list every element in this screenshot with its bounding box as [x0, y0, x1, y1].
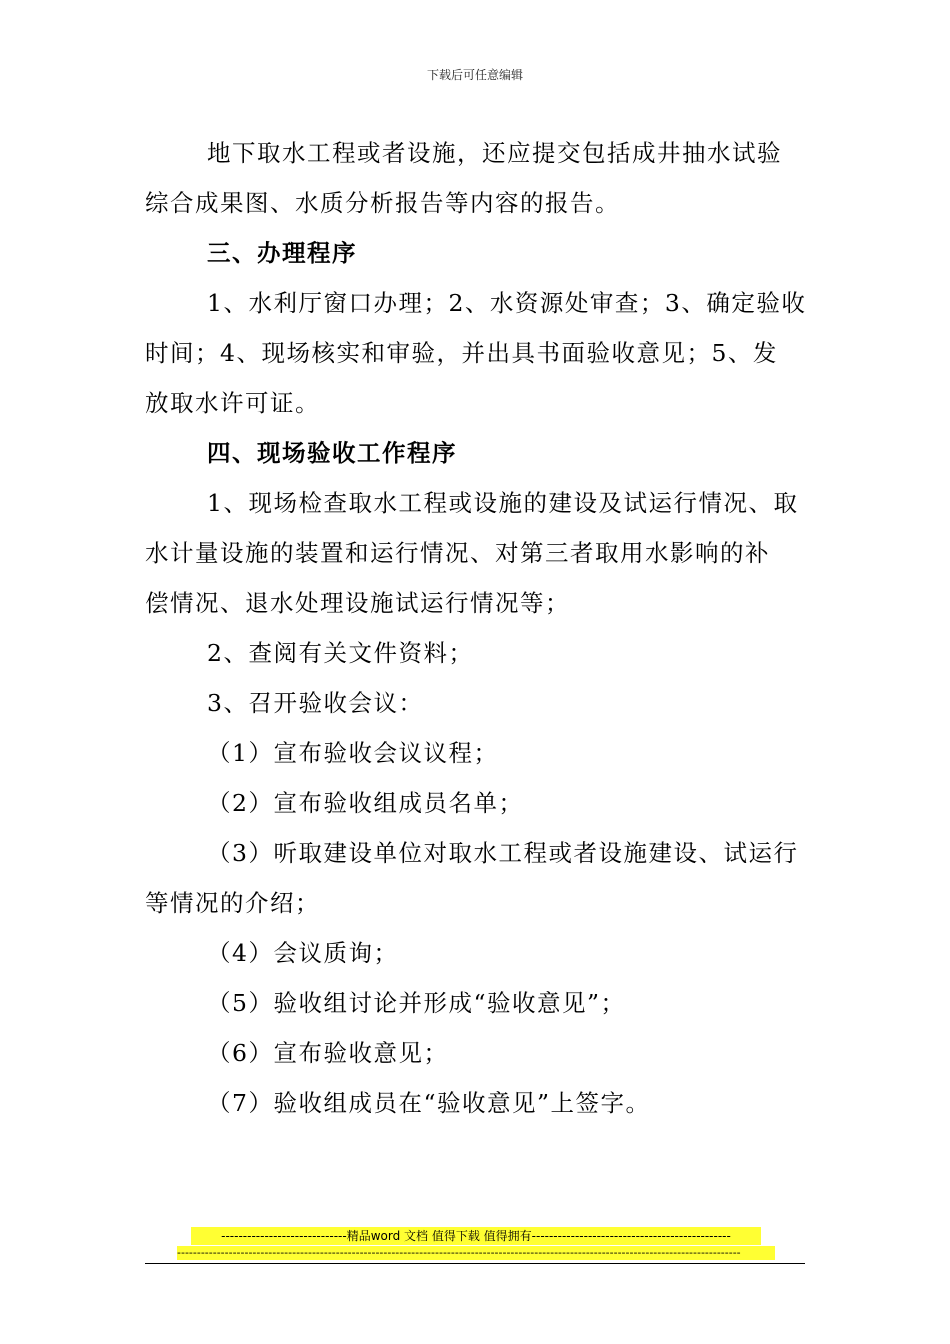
paragraph-line: 地下取水工程或者设施，还应提交包括成井抽水试验 — [207, 139, 782, 167]
document-body — [145, 128, 810, 1128]
section-heading: 四、现场验收工作程序 — [207, 439, 457, 467]
paragraph-line: 等情况的介绍； — [145, 889, 320, 917]
paragraph-line: 时间；4、现场核实和审验，并出具书面验收意见；5、发 — [145, 339, 778, 367]
footer-dashed-line: ---------------------------------------------------------------------------------------------------------------------------------------------- — [177, 1246, 775, 1260]
paragraph-line: 偿情况、退水处理设施试运行情况等； — [145, 589, 570, 617]
paragraph-line: 1、水利厅窗口办理；2、水资源处审查；3、确定验收 — [207, 289, 807, 317]
list-item: （4）会议质询； — [207, 939, 399, 967]
page-header-note: 下载后可任意编辑 — [426, 68, 523, 82]
section-heading: 三、办理程序 — [207, 239, 357, 267]
list-item: （6）宣布验收意见； — [207, 1039, 449, 1067]
paragraph-line: 放取水许可证。 — [145, 389, 320, 417]
footer-banner-line: -----------------------------精品word 文档 值得下载 值得拥有---------------------------------------------- — [191, 1227, 761, 1245]
list-item: （2）宣布验收组成员名单； — [207, 789, 524, 817]
list-item: （5）验收组讨论并形成“验收意见”； — [207, 989, 626, 1017]
paragraph-line: 1、现场检查取水工程或设施的建设及试运行情况、取 — [207, 489, 799, 517]
footer-divider — [145, 1263, 805, 1264]
list-item: （1）宣布验收会议议程； — [207, 739, 499, 767]
list-item: （3）听取建设单位对取水工程或者设施建设、试运行 — [207, 839, 799, 867]
paragraph-line: 水计量设施的装置和运行情况、对第三者取用水影响的补 — [145, 539, 770, 567]
list-item: 3、召开验收会议： — [207, 689, 424, 717]
paragraph-line: 综合成果图、水质分析报告等内容的报告。 — [145, 189, 620, 217]
list-item: 2、查阅有关文件资料； — [207, 639, 474, 667]
list-item: （7）验收组成员在“验收意见”上签字。 — [207, 1089, 651, 1117]
